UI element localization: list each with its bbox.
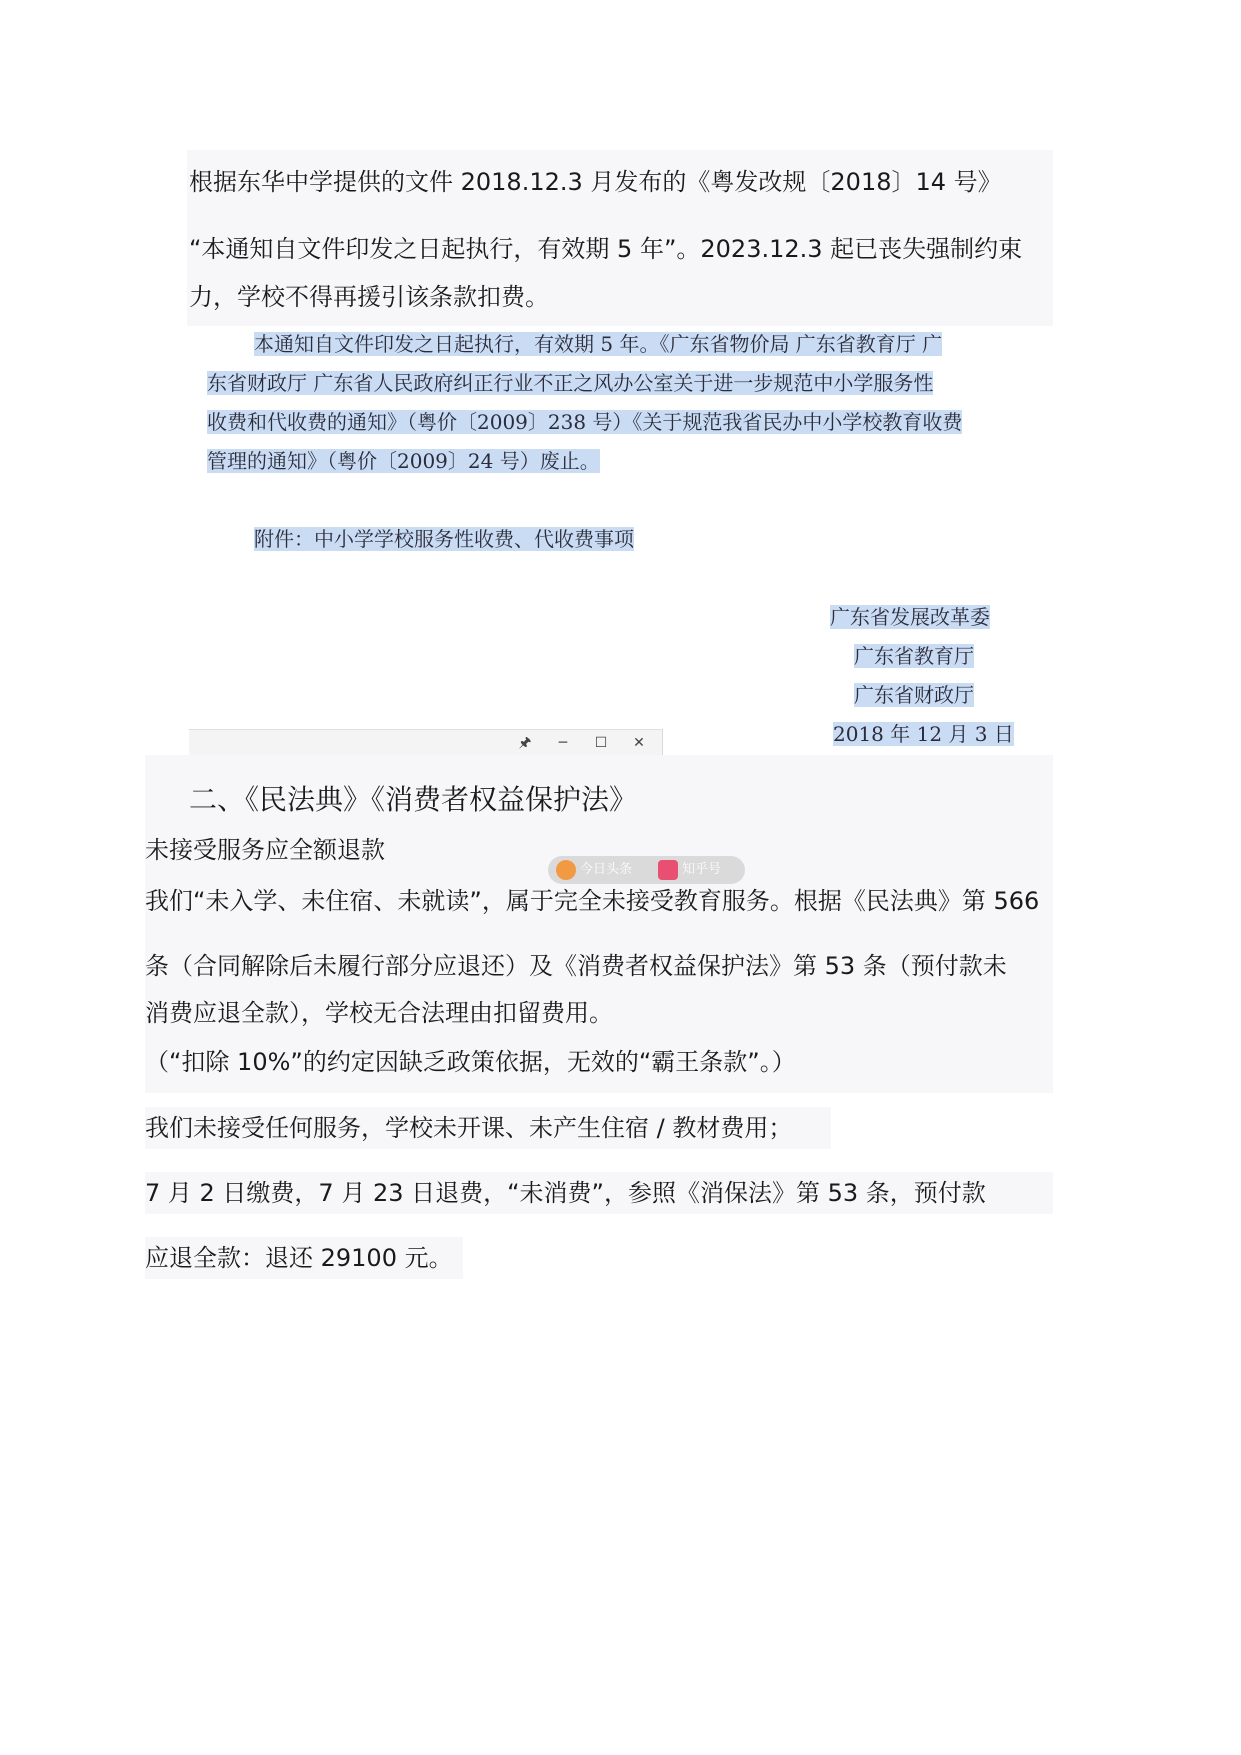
minimize-icon[interactable]: ─ bbox=[558, 735, 568, 751]
watermark-right-text: 知乎号 bbox=[682, 862, 722, 877]
notice-text-3: 收费和代收费的通知》（粤价〔2009〕238 号）《关于规范我省民办中小学校教育收费 bbox=[207, 410, 963, 434]
notice-attachment bbox=[254, 525, 634, 553]
section2-line2: 条（合同解除后未履行部分应退还）及《消费者权益保护法》第 53 条（预付款未 bbox=[145, 952, 1007, 980]
notice-line-3 bbox=[207, 408, 962, 436]
notice-line-2 bbox=[207, 369, 933, 397]
signature-2 bbox=[854, 642, 974, 670]
section2-line1: 我们“未入学、未住宿、未就读”，属于完全未接受教育服务。根据《民法典》第 566 bbox=[145, 887, 1040, 915]
watermark-left-text: 今日头条 bbox=[580, 862, 633, 877]
para3-line2: 7 月 2 日缴费，7 月 23 日退费，“未消费”，参照《消保法》第 53 条，预付款 bbox=[145, 1179, 986, 1207]
window-titlebar bbox=[189, 729, 663, 756]
notice-text-1: 本通知自文件印发之日起执行，有效期 5 年。《广东省物价局 广东省教育厅 广 bbox=[254, 332, 943, 356]
zhihu-logo-icon bbox=[658, 860, 678, 880]
notice-text-2: 东省财政厅 广东省人民政府纠正行业不正之风办公室关于进一步规范中小学服务性 bbox=[207, 371, 934, 395]
para1-line3: 力，学校不得再援引该条款扣费。 bbox=[189, 283, 549, 311]
para3-line3: 应退全款：退还 29100 元。 bbox=[145, 1244, 453, 1272]
para3-line1: 我们未接受任何服务，学校未开课、未产生住宿 / 教材费用； bbox=[145, 1114, 793, 1142]
watermark bbox=[548, 856, 745, 884]
toutiao-logo-icon bbox=[556, 860, 576, 880]
notice-line-1 bbox=[254, 330, 942, 358]
close-icon[interactable]: ✕ bbox=[633, 735, 645, 751]
signature-1 bbox=[830, 603, 990, 631]
signature-3 bbox=[854, 681, 974, 709]
notice-attachment-text: 附件：中小学学校服务性收费、代收费事项 bbox=[254, 527, 634, 551]
signature-2-text: 广东省教育厅 bbox=[854, 644, 974, 668]
signature-date-text: 2018 年 12 月 3 日 bbox=[833, 722, 1014, 746]
signature-1-text: 广东省发展改革委 bbox=[830, 605, 990, 629]
signature-3-text: 广东省财政厅 bbox=[854, 683, 974, 707]
section2-heading: 二、《民法典》《消费者权益保护法》 bbox=[189, 783, 638, 816]
para1-line2: “本通知自文件印发之日起执行，有效期 5 年”。2023.12.3 起已丧失强制约束 bbox=[189, 235, 1023, 263]
section2-subheading: 未接受服务应全额退款 bbox=[145, 836, 385, 864]
notice-line-4 bbox=[207, 447, 600, 475]
section2-line4: （“扣除 10%”的约定因缺乏政策依据，无效的“霸王条款”。） bbox=[145, 1048, 796, 1076]
para1-line1: 根据东华中学提供的文件 2018.12.3 月发布的《粤发改规〔2018〕14 号》 bbox=[189, 168, 1002, 196]
pin-icon[interactable]: 🖈 bbox=[518, 735, 532, 751]
maximize-icon[interactable]: ☐ bbox=[594, 735, 608, 751]
section2-line3: 消费应退全款），学校无合法理由扣留费用。 bbox=[145, 999, 613, 1027]
notice-text-4: 管理的通知》（粤价〔2009〕24 号）废止。 bbox=[207, 449, 600, 473]
signature-date bbox=[833, 720, 1014, 748]
